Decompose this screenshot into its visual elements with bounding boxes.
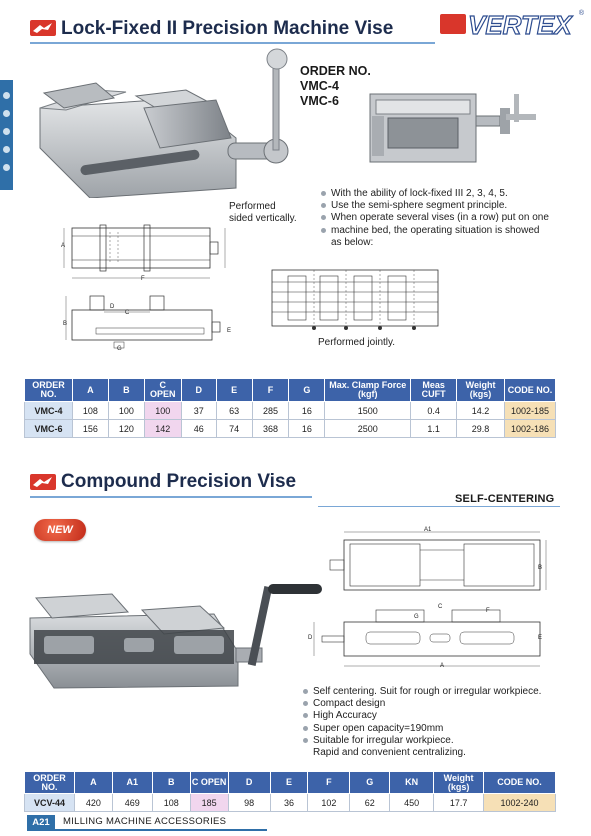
strip-dot [3,146,10,153]
col-header: Meas CUFT [411,379,457,402]
caption-joint: Performed jointly. [318,337,396,348]
top-view-drawing [60,222,230,284]
feature-item: With the ability of lock-fixed III 2, 3, 4, 5. [320,188,549,200]
feature-item: When operate several vises (in a row) put on one [320,212,549,224]
dim-label-b: B [63,321,68,327]
side-view-drawing [60,288,236,354]
footer-rule [27,829,267,831]
col-header: CODE NO. [484,772,556,794]
section1-feature-list [320,188,549,249]
logo-text: VERTEX [468,10,572,40]
dim-label-e: E [227,328,232,334]
col-header: Max. Clamp Force (kgf) [325,379,411,402]
table-cell: 420 [74,794,112,812]
table-cell: 469 [112,794,152,812]
col-header: G [350,772,390,794]
vertex-logo [440,10,584,40]
col-header: Weight (kgs) [434,772,484,794]
lock-fixed-vise-photo [36,48,298,198]
order-number-block [300,64,371,109]
dim-label-d2: D [308,635,313,641]
logo-flag-icon [440,14,466,34]
col-header: A1 [112,772,152,794]
table-cell: 108 [72,402,108,420]
strip-dot [3,164,10,171]
col-header: A [74,772,112,794]
col-header: E [270,772,308,794]
title-underline [30,42,435,44]
dim-label-f2: F [486,608,490,614]
table-cell: 46 [181,420,216,438]
table-cell: 185 [190,794,228,812]
table-cell: 0.4 [411,402,457,420]
table-cell: 16 [289,402,325,420]
col-header: KN [390,772,434,794]
order-label: ORDER NO. [300,64,371,78]
section1-title: Lock-Fixed II Precision Machine Vise [61,18,394,39]
dim-label-c2: C [438,604,443,610]
col-header: Weight (kgs) [457,379,505,402]
col-header: ORDER NO. [25,772,75,794]
col-header: C OPEN [190,772,228,794]
feature-item: Compact design [302,698,541,710]
table-cell: VMC-4 [25,402,73,420]
title-underline [30,496,312,498]
strip-dot [3,128,10,135]
table-cell: 74 [216,420,252,438]
table-cell: 16 [289,420,325,438]
subtitle-underline [318,506,560,507]
model-vmc-4: VMC-4 [300,79,339,93]
feature-item: Self centering. Suit for rough or irregular workpiece. [302,686,541,698]
feature-item: as below: [331,236,374,248]
caption-vertical [229,201,297,225]
col-header: E [216,379,252,402]
compound-vise-photo [24,578,324,690]
new-badge: NEW [34,519,86,541]
section2-title: Compound Precision Vise [61,471,297,492]
compound-top-view-drawing [320,528,552,600]
table-header-row [25,772,556,794]
dim-label-a1: A1 [424,527,432,533]
page-number: A21 [27,815,55,830]
table-cell: 1002-185 [505,402,556,420]
table-cell: 1.1 [411,420,457,438]
col-header: B [152,772,190,794]
compound-side-view-drawing [306,600,554,672]
table-cell: 156 [72,420,108,438]
dim-label-f: F [141,276,145,282]
feature-item: High Accuracy [302,710,541,722]
table-cell: 100 [108,402,144,420]
dim-label-e2: E [538,635,543,641]
table-cell: 62 [350,794,390,812]
dim-label-d: D [110,304,115,310]
joint-operation-drawing [270,268,440,332]
col-header: ORDER NO. [25,379,73,402]
strip-dot [3,110,10,117]
dim-label-a2: A [440,663,445,669]
section2-feature-list [302,686,541,759]
feature-item: Rapid and convenient centralizing. [313,747,466,759]
vertical-vise-photo [366,86,542,168]
table-row [25,420,556,438]
dim-label-b2: B [538,565,543,571]
feature-item: Super open capacity=190mm [302,723,541,735]
caption-line: sided vertically. [229,213,297,224]
table-cell: 368 [252,420,289,438]
table-cell: 102 [308,794,350,812]
dim-label-a: A [61,243,66,249]
feature-item: Suitable for irregular workpiece. [302,735,541,747]
table-cell: 98 [228,794,270,812]
table-cell: 100 [144,402,181,420]
col-header: B [108,379,144,402]
table-cell: 63 [216,402,252,420]
col-header: D [181,379,216,402]
table-cell: VCV-44 [25,794,75,812]
table-cell: 36 [270,794,308,812]
section1-spec-table [24,378,556,438]
table-cell: VMC-6 [25,420,73,438]
col-header: G [289,379,325,402]
strip-dot [3,92,10,99]
dim-label-g: G [117,346,122,352]
feature-item: machine bed, the operating situation is showed [320,225,549,237]
table-cell: 142 [144,420,181,438]
table-cell: 1500 [325,402,411,420]
registered-mark: ® [578,10,584,17]
caption-line: Performed [229,201,276,212]
col-header: F [252,379,289,402]
col-header: A [72,379,108,402]
dim-label-g2: G [414,614,419,620]
table-row [25,794,556,812]
table-cell: 2500 [325,420,411,438]
col-header: F [308,772,350,794]
left-edge-strip [0,80,13,190]
model-vmc-6: VMC-6 [300,94,339,108]
footer-label: MILLING MACHINE ACCESSORIES [63,816,227,827]
dim-label-c: C [125,310,130,316]
col-header: CODE NO. [505,379,556,402]
table-cell: 1002-240 [484,794,556,812]
section-bird-icon [30,474,56,490]
table-row [25,402,556,420]
table-cell: 120 [108,420,144,438]
col-header: C OPEN [144,379,181,402]
table-cell: 450 [390,794,434,812]
table-cell: 1002-186 [505,420,556,438]
table-cell: 285 [252,402,289,420]
col-header: D [228,772,270,794]
table-cell: 108 [152,794,190,812]
table-cell: 29.8 [457,420,505,438]
table-cell: 37 [181,402,216,420]
table-header-row [25,379,556,402]
table-cell: 17.7 [434,794,484,812]
section2-subtitle: SELF-CENTERING [455,493,555,505]
table-cell: 14.2 [457,402,505,420]
section-bird-icon [30,20,56,36]
section2-spec-table [24,771,556,812]
feature-item: Use the semi-sphere segment principle. [320,200,549,212]
